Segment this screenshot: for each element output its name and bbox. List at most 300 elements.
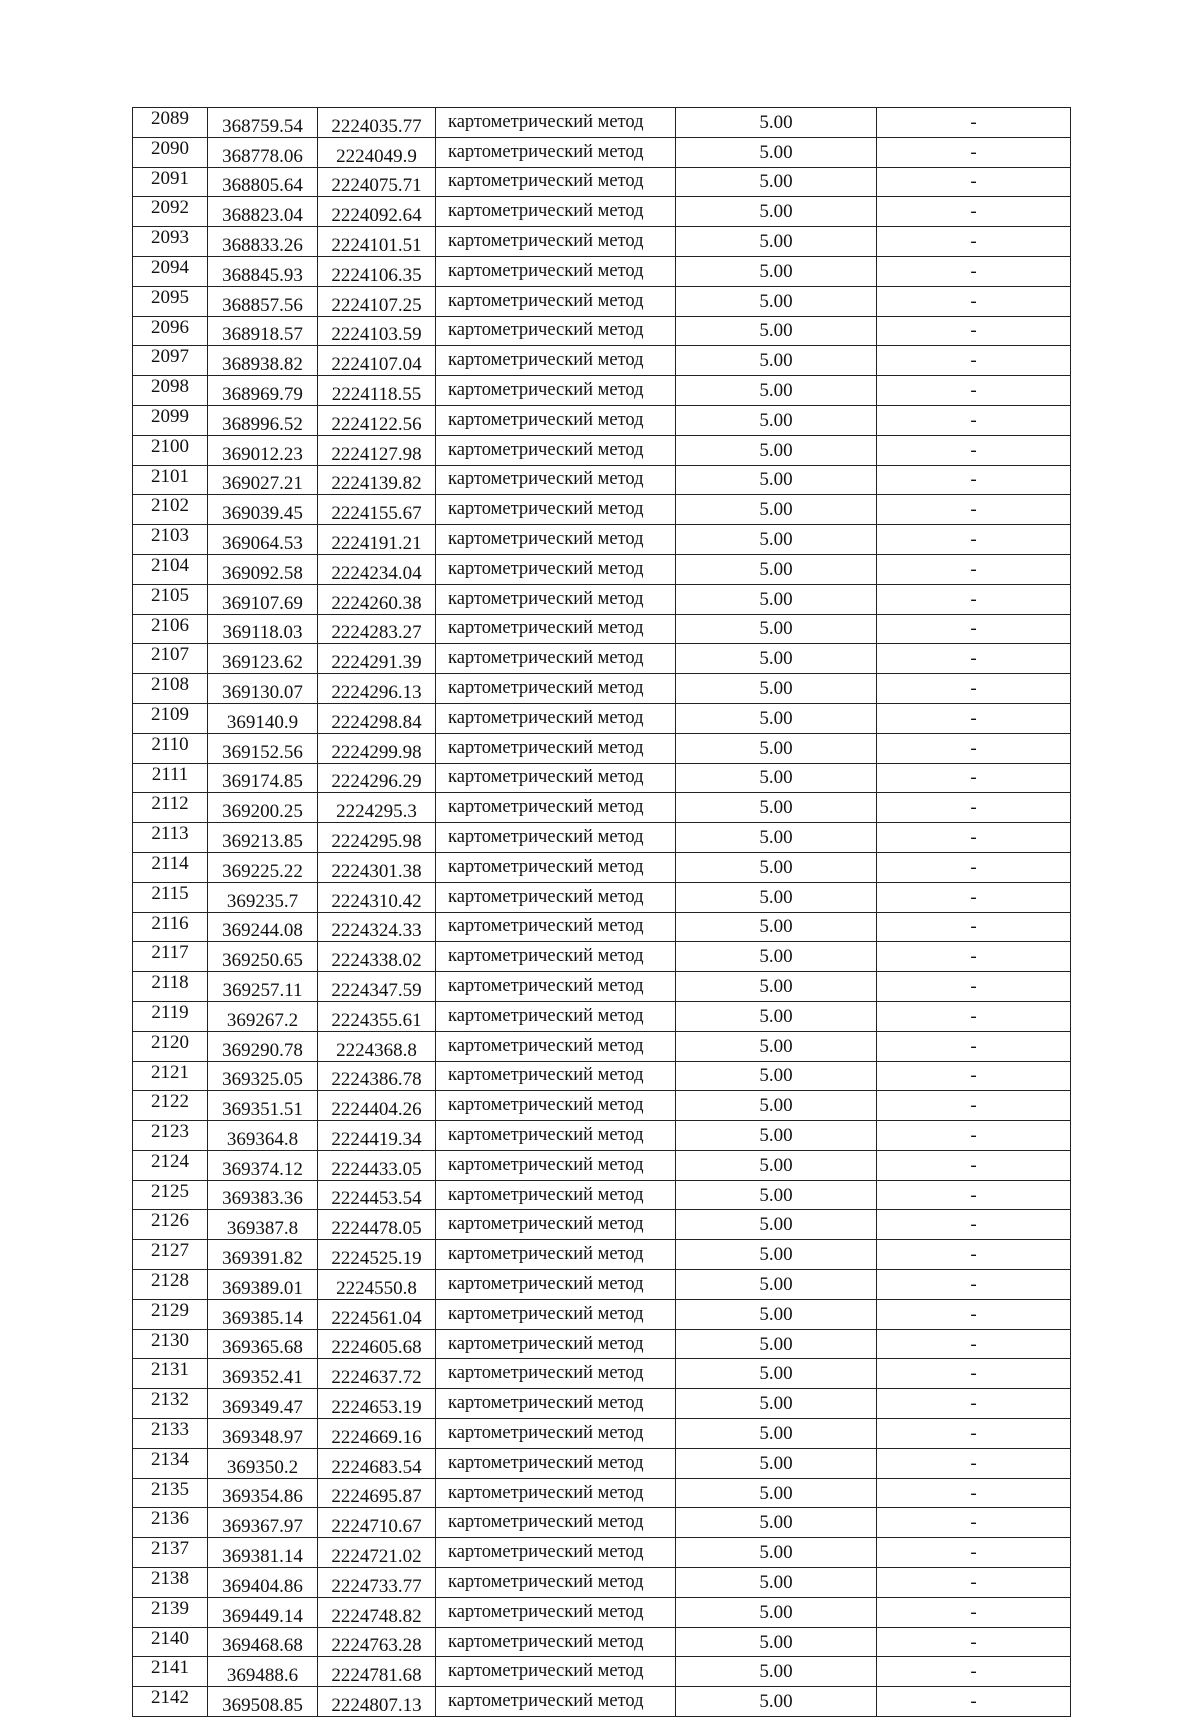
table-row: [133, 1627, 1071, 1657]
point-number-cell: 2124: [133, 1150, 208, 1180]
method-cell: картометрический метод: [436, 525, 676, 555]
x-coordinate-cell: 368969.79: [208, 376, 318, 406]
point-number-cell: 2125: [133, 1180, 208, 1210]
method-cell: картометрический метод: [436, 108, 676, 138]
description-cell: -: [877, 793, 1071, 823]
method-cell: картометрический метод: [436, 793, 676, 823]
method-cell: картометрический метод: [436, 1657, 676, 1687]
method-cell: картометрический метод: [436, 1270, 676, 1300]
description-cell: -: [877, 1538, 1071, 1568]
description-cell: -: [877, 1061, 1071, 1091]
x-coordinate-cell: 368823.04: [208, 197, 318, 227]
description-cell: -: [877, 465, 1071, 495]
method-cell: картометрический метод: [436, 465, 676, 495]
table-row: [133, 614, 1071, 644]
description-cell: -: [877, 405, 1071, 435]
description-cell: -: [877, 108, 1071, 138]
precision-cell: 5.00: [676, 1091, 877, 1121]
y-coordinate-cell: 2224561.04: [318, 1299, 436, 1329]
point-number-cell: 2110: [133, 733, 208, 763]
description-cell: -: [877, 1597, 1071, 1627]
point-number-cell: 2121: [133, 1061, 208, 1091]
precision-cell: 5.00: [676, 1419, 877, 1449]
description-cell: -: [877, 674, 1071, 704]
table-row: [133, 1359, 1071, 1389]
description-cell: -: [877, 1568, 1071, 1598]
description-cell: -: [877, 1329, 1071, 1359]
x-coordinate-cell: 368996.52: [208, 405, 318, 435]
description-cell: -: [877, 1359, 1071, 1389]
x-coordinate-cell: 369244.08: [208, 912, 318, 942]
y-coordinate-cell: 2224107.04: [318, 346, 436, 376]
x-coordinate-cell: 369130.07: [208, 674, 318, 704]
description-cell: -: [877, 852, 1071, 882]
table-row: [133, 644, 1071, 674]
precision-cell: 5.00: [676, 644, 877, 674]
description-cell: -: [877, 1091, 1071, 1121]
y-coordinate-cell: 2224453.54: [318, 1180, 436, 1210]
y-coordinate-cell: 2224103.59: [318, 316, 436, 346]
y-coordinate-cell: 2224605.68: [318, 1329, 436, 1359]
method-cell: картометрический метод: [436, 1061, 676, 1091]
method-cell: картометрический метод: [436, 674, 676, 704]
x-coordinate-cell: 369374.12: [208, 1150, 318, 1180]
point-number-cell: 2106: [133, 614, 208, 644]
description-cell: -: [877, 316, 1071, 346]
method-cell: картометрический метод: [436, 1299, 676, 1329]
point-number-cell: 2139: [133, 1597, 208, 1627]
precision-cell: 5.00: [676, 1508, 877, 1538]
y-coordinate-cell: 2224721.02: [318, 1538, 436, 1568]
x-coordinate-cell: 369107.69: [208, 584, 318, 614]
x-coordinate-cell: 369351.51: [208, 1091, 318, 1121]
x-coordinate-cell: 368805.64: [208, 167, 318, 197]
x-coordinate-cell: 369213.85: [208, 823, 318, 853]
y-coordinate-cell: 2224404.26: [318, 1091, 436, 1121]
method-cell: картометрический метод: [436, 256, 676, 286]
x-coordinate-cell: 369325.05: [208, 1061, 318, 1091]
x-coordinate-cell: 369349.47: [208, 1389, 318, 1419]
table-row: [133, 1478, 1071, 1508]
precision-cell: 5.00: [676, 346, 877, 376]
x-coordinate-cell: 369352.41: [208, 1359, 318, 1389]
y-coordinate-cell: 2224748.82: [318, 1597, 436, 1627]
y-coordinate-cell: 2224035.77: [318, 108, 436, 138]
point-number-cell: 2090: [133, 137, 208, 167]
method-cell: картометрический метод: [436, 227, 676, 257]
description-cell: -: [877, 942, 1071, 972]
y-coordinate-cell: 2224075.71: [318, 167, 436, 197]
precision-cell: 5.00: [676, 733, 877, 763]
y-coordinate-cell: 2224433.05: [318, 1150, 436, 1180]
description-cell: -: [877, 1448, 1071, 1478]
table-row: [133, 1031, 1071, 1061]
y-coordinate-cell: 2224260.38: [318, 584, 436, 614]
x-coordinate-cell: 369383.36: [208, 1180, 318, 1210]
point-number-cell: 2133: [133, 1419, 208, 1449]
description-cell: -: [877, 912, 1071, 942]
point-number-cell: 2116: [133, 912, 208, 942]
x-coordinate-cell: 369488.6: [208, 1657, 318, 1687]
table-row: [133, 882, 1071, 912]
x-coordinate-cell: 368759.54: [208, 108, 318, 138]
table-row: [133, 465, 1071, 495]
point-number-cell: 2126: [133, 1210, 208, 1240]
point-number-cell: 2115: [133, 882, 208, 912]
point-number-cell: 2111: [133, 763, 208, 793]
method-cell: картометрический метод: [436, 1627, 676, 1657]
point-number-cell: 2098: [133, 376, 208, 406]
table-row: [133, 405, 1071, 435]
y-coordinate-cell: 2224310.42: [318, 882, 436, 912]
method-cell: картометрический метод: [436, 703, 676, 733]
table-row: [133, 763, 1071, 793]
point-number-cell: 2096: [133, 316, 208, 346]
description-cell: -: [877, 703, 1071, 733]
y-coordinate-cell: 2224478.05: [318, 1210, 436, 1240]
x-coordinate-cell: 369365.68: [208, 1329, 318, 1359]
precision-cell: 5.00: [676, 1299, 877, 1329]
x-coordinate-cell: 369152.56: [208, 733, 318, 763]
precision-cell: 5.00: [676, 316, 877, 346]
y-coordinate-cell: 2224419.34: [318, 1121, 436, 1151]
precision-cell: 5.00: [676, 554, 877, 584]
method-cell: картометрический метод: [436, 852, 676, 882]
y-coordinate-cell: 2224355.61: [318, 1001, 436, 1031]
table-row: [133, 823, 1071, 853]
precision-cell: 5.00: [676, 256, 877, 286]
y-coordinate-cell: 2224118.55: [318, 376, 436, 406]
precision-cell: 5.00: [676, 1478, 877, 1508]
table-row: [133, 167, 1071, 197]
table-row: [133, 942, 1071, 972]
y-coordinate-cell: 2224525.19: [318, 1240, 436, 1270]
description-cell: -: [877, 1150, 1071, 1180]
precision-cell: 5.00: [676, 793, 877, 823]
method-cell: картометрический метод: [436, 1180, 676, 1210]
precision-cell: 5.00: [676, 703, 877, 733]
table-row: [133, 1389, 1071, 1419]
description-cell: -: [877, 1657, 1071, 1687]
point-number-cell: 2089: [133, 108, 208, 138]
table-row: [133, 376, 1071, 406]
table-row: [133, 286, 1071, 316]
y-coordinate-cell: 2224386.78: [318, 1061, 436, 1091]
description-cell: -: [877, 1687, 1071, 1717]
y-coordinate-cell: 2224550.8: [318, 1270, 436, 1300]
point-number-cell: 2137: [133, 1538, 208, 1568]
table-row: [133, 1210, 1071, 1240]
precision-cell: 5.00: [676, 286, 877, 316]
description-cell: -: [877, 763, 1071, 793]
description-cell: -: [877, 614, 1071, 644]
table-row: [133, 852, 1071, 882]
table-row: [133, 137, 1071, 167]
description-cell: -: [877, 1270, 1071, 1300]
method-cell: картометрический метод: [436, 1568, 676, 1598]
method-cell: картометрический метод: [436, 376, 676, 406]
point-number-cell: 2097: [133, 346, 208, 376]
point-number-cell: 2132: [133, 1389, 208, 1419]
precision-cell: 5.00: [676, 763, 877, 793]
y-coordinate-cell: 2224101.51: [318, 227, 436, 257]
description-cell: -: [877, 137, 1071, 167]
y-coordinate-cell: 2224683.54: [318, 1448, 436, 1478]
precision-cell: 5.00: [676, 1627, 877, 1657]
method-cell: картометрический метод: [436, 1150, 676, 1180]
y-coordinate-cell: 2224049.9: [318, 137, 436, 167]
table-row: [133, 1657, 1071, 1687]
method-cell: картометрический метод: [436, 1389, 676, 1419]
table-row: [133, 674, 1071, 704]
point-number-cell: 2127: [133, 1240, 208, 1270]
precision-cell: 5.00: [676, 495, 877, 525]
description-cell: -: [877, 495, 1071, 525]
point-number-cell: 2130: [133, 1329, 208, 1359]
method-cell: картометрический метод: [436, 554, 676, 584]
description-cell: -: [877, 1299, 1071, 1329]
y-coordinate-cell: 2224733.77: [318, 1568, 436, 1598]
method-cell: картометрический метод: [436, 1240, 676, 1270]
y-coordinate-cell: 2224296.29: [318, 763, 436, 793]
x-coordinate-cell: 369267.2: [208, 1001, 318, 1031]
y-coordinate-cell: 2224283.27: [318, 614, 436, 644]
description-cell: -: [877, 1389, 1071, 1419]
point-number-cell: 2140: [133, 1627, 208, 1657]
table-row: [133, 1597, 1071, 1627]
method-cell: картометрический метод: [436, 1210, 676, 1240]
table-row: [133, 256, 1071, 286]
method-cell: картометрический метод: [436, 942, 676, 972]
description-cell: -: [877, 972, 1071, 1002]
y-coordinate-cell: 2224295.98: [318, 823, 436, 853]
precision-cell: 5.00: [676, 1538, 877, 1568]
x-coordinate-cell: 369508.85: [208, 1687, 318, 1717]
precision-cell: 5.00: [676, 167, 877, 197]
description-cell: -: [877, 227, 1071, 257]
precision-cell: 5.00: [676, 1001, 877, 1031]
description-cell: -: [877, 882, 1071, 912]
precision-cell: 5.00: [676, 1150, 877, 1180]
point-number-cell: 2134: [133, 1448, 208, 1478]
table-row: [133, 1061, 1071, 1091]
point-number-cell: 2135: [133, 1478, 208, 1508]
point-number-cell: 2122: [133, 1091, 208, 1121]
table-row: [133, 554, 1071, 584]
x-coordinate-cell: 368778.06: [208, 137, 318, 167]
x-coordinate-cell: 369027.21: [208, 465, 318, 495]
y-coordinate-cell: 2224191.21: [318, 525, 436, 555]
method-cell: картометрический метод: [436, 1597, 676, 1627]
y-coordinate-cell: 2224234.04: [318, 554, 436, 584]
x-coordinate-cell: 368918.57: [208, 316, 318, 346]
point-number-cell: 2094: [133, 256, 208, 286]
method-cell: картометрический метод: [436, 1121, 676, 1151]
precision-cell: 5.00: [676, 972, 877, 1002]
table-row: [133, 346, 1071, 376]
method-cell: картометрический метод: [436, 823, 676, 853]
x-coordinate-cell: 369449.14: [208, 1597, 318, 1627]
precision-cell: 5.00: [676, 1329, 877, 1359]
precision-cell: 5.00: [676, 227, 877, 257]
point-number-cell: 2119: [133, 1001, 208, 1031]
x-coordinate-cell: 369354.86: [208, 1478, 318, 1508]
description-cell: -: [877, 823, 1071, 853]
point-number-cell: 2108: [133, 674, 208, 704]
table-row: [133, 1329, 1071, 1359]
coordinates-table-body: [133, 108, 1071, 1717]
method-cell: картометрический метод: [436, 1001, 676, 1031]
precision-cell: 5.00: [676, 674, 877, 704]
point-number-cell: 2136: [133, 1508, 208, 1538]
method-cell: картометрический метод: [436, 1359, 676, 1389]
precision-cell: 5.00: [676, 465, 877, 495]
x-coordinate-cell: 369404.86: [208, 1568, 318, 1598]
y-coordinate-cell: 2224669.16: [318, 1419, 436, 1449]
point-number-cell: 2128: [133, 1270, 208, 1300]
method-cell: картометрический метод: [436, 972, 676, 1002]
x-coordinate-cell: 369387.8: [208, 1210, 318, 1240]
method-cell: картометрический метод: [436, 197, 676, 227]
description-cell: -: [877, 1240, 1071, 1270]
x-coordinate-cell: 369118.03: [208, 614, 318, 644]
x-coordinate-cell: 369257.11: [208, 972, 318, 1002]
precision-cell: 5.00: [676, 1210, 877, 1240]
method-cell: картометрический метод: [436, 1478, 676, 1508]
table-row: [133, 912, 1071, 942]
point-number-cell: 2091: [133, 167, 208, 197]
method-cell: картометрический метод: [436, 763, 676, 793]
table-row: [133, 1508, 1071, 1538]
y-coordinate-cell: 2224653.19: [318, 1389, 436, 1419]
point-number-cell: 2117: [133, 942, 208, 972]
method-cell: картометрический метод: [436, 286, 676, 316]
x-coordinate-cell: 369381.14: [208, 1538, 318, 1568]
method-cell: картометрический метод: [436, 733, 676, 763]
description-cell: -: [877, 584, 1071, 614]
point-number-cell: 2138: [133, 1568, 208, 1598]
y-coordinate-cell: 2224296.13: [318, 674, 436, 704]
method-cell: картометрический метод: [436, 1448, 676, 1478]
table-row: [133, 733, 1071, 763]
y-coordinate-cell: 2224092.64: [318, 197, 436, 227]
table-row: [133, 1419, 1071, 1449]
point-number-cell: 2100: [133, 435, 208, 465]
x-coordinate-cell: 369290.78: [208, 1031, 318, 1061]
precision-cell: 5.00: [676, 1061, 877, 1091]
y-coordinate-cell: 2224298.84: [318, 703, 436, 733]
x-coordinate-cell: 369092.58: [208, 554, 318, 584]
table-row: [133, 1150, 1071, 1180]
x-coordinate-cell: 369225.22: [208, 852, 318, 882]
point-number-cell: 2109: [133, 703, 208, 733]
x-coordinate-cell: 369367.97: [208, 1508, 318, 1538]
description-cell: -: [877, 1180, 1071, 1210]
precision-cell: 5.00: [676, 1687, 877, 1717]
precision-cell: 5.00: [676, 1180, 877, 1210]
precision-cell: 5.00: [676, 1657, 877, 1687]
table-row: [133, 1568, 1071, 1598]
y-coordinate-cell: 2224324.33: [318, 912, 436, 942]
precision-cell: 5.00: [676, 1359, 877, 1389]
precision-cell: 5.00: [676, 912, 877, 942]
table-row: [133, 1448, 1071, 1478]
method-cell: картометрический метод: [436, 346, 676, 376]
method-cell: картометрический метод: [436, 1538, 676, 1568]
precision-cell: 5.00: [676, 405, 877, 435]
point-number-cell: 2131: [133, 1359, 208, 1389]
table-row: [133, 108, 1071, 138]
precision-cell: 5.00: [676, 108, 877, 138]
x-coordinate-cell: 368833.26: [208, 227, 318, 257]
precision-cell: 5.00: [676, 376, 877, 406]
y-coordinate-cell: 2224107.25: [318, 286, 436, 316]
point-number-cell: 2093: [133, 227, 208, 257]
point-number-cell: 2113: [133, 823, 208, 853]
precision-cell: 5.00: [676, 1568, 877, 1598]
table-row: [133, 972, 1071, 1002]
table-row: [133, 584, 1071, 614]
x-coordinate-cell: 369250.65: [208, 942, 318, 972]
method-cell: картометрический метод: [436, 912, 676, 942]
x-coordinate-cell: 369389.01: [208, 1270, 318, 1300]
table-row: [133, 1299, 1071, 1329]
point-number-cell: 2104: [133, 554, 208, 584]
precision-cell: 5.00: [676, 852, 877, 882]
table-row: [133, 197, 1071, 227]
x-coordinate-cell: 369123.62: [208, 644, 318, 674]
point-number-cell: 2129: [133, 1299, 208, 1329]
method-cell: картометрический метод: [436, 1031, 676, 1061]
table-row: [133, 1091, 1071, 1121]
description-cell: -: [877, 525, 1071, 555]
y-coordinate-cell: 2224155.67: [318, 495, 436, 525]
point-number-cell: 2103: [133, 525, 208, 555]
point-number-cell: 2114: [133, 852, 208, 882]
precision-cell: 5.00: [676, 137, 877, 167]
x-coordinate-cell: 369200.25: [208, 793, 318, 823]
y-coordinate-cell: 2224347.59: [318, 972, 436, 1002]
table-row: [133, 1180, 1071, 1210]
description-cell: -: [877, 1001, 1071, 1031]
x-coordinate-cell: 368857.56: [208, 286, 318, 316]
point-number-cell: 2099: [133, 405, 208, 435]
table-row: [133, 1001, 1071, 1031]
y-coordinate-cell: 2224295.3: [318, 793, 436, 823]
method-cell: картометрический метод: [436, 882, 676, 912]
description-cell: -: [877, 1121, 1071, 1151]
precision-cell: 5.00: [676, 584, 877, 614]
x-coordinate-cell: 369174.85: [208, 763, 318, 793]
point-number-cell: 2107: [133, 644, 208, 674]
description-cell: -: [877, 1210, 1071, 1240]
precision-cell: 5.00: [676, 1121, 877, 1151]
table-row: [133, 227, 1071, 257]
description-cell: -: [877, 1627, 1071, 1657]
method-cell: картометрический метод: [436, 495, 676, 525]
y-coordinate-cell: 2224301.38: [318, 852, 436, 882]
description-cell: -: [877, 733, 1071, 763]
table-row: [133, 495, 1071, 525]
description-cell: -: [877, 286, 1071, 316]
description-cell: -: [877, 1478, 1071, 1508]
description-cell: -: [877, 167, 1071, 197]
description-cell: -: [877, 644, 1071, 674]
x-coordinate-cell: 369140.9: [208, 703, 318, 733]
table-row: [133, 435, 1071, 465]
point-number-cell: 2118: [133, 972, 208, 1002]
x-coordinate-cell: 368938.82: [208, 346, 318, 376]
